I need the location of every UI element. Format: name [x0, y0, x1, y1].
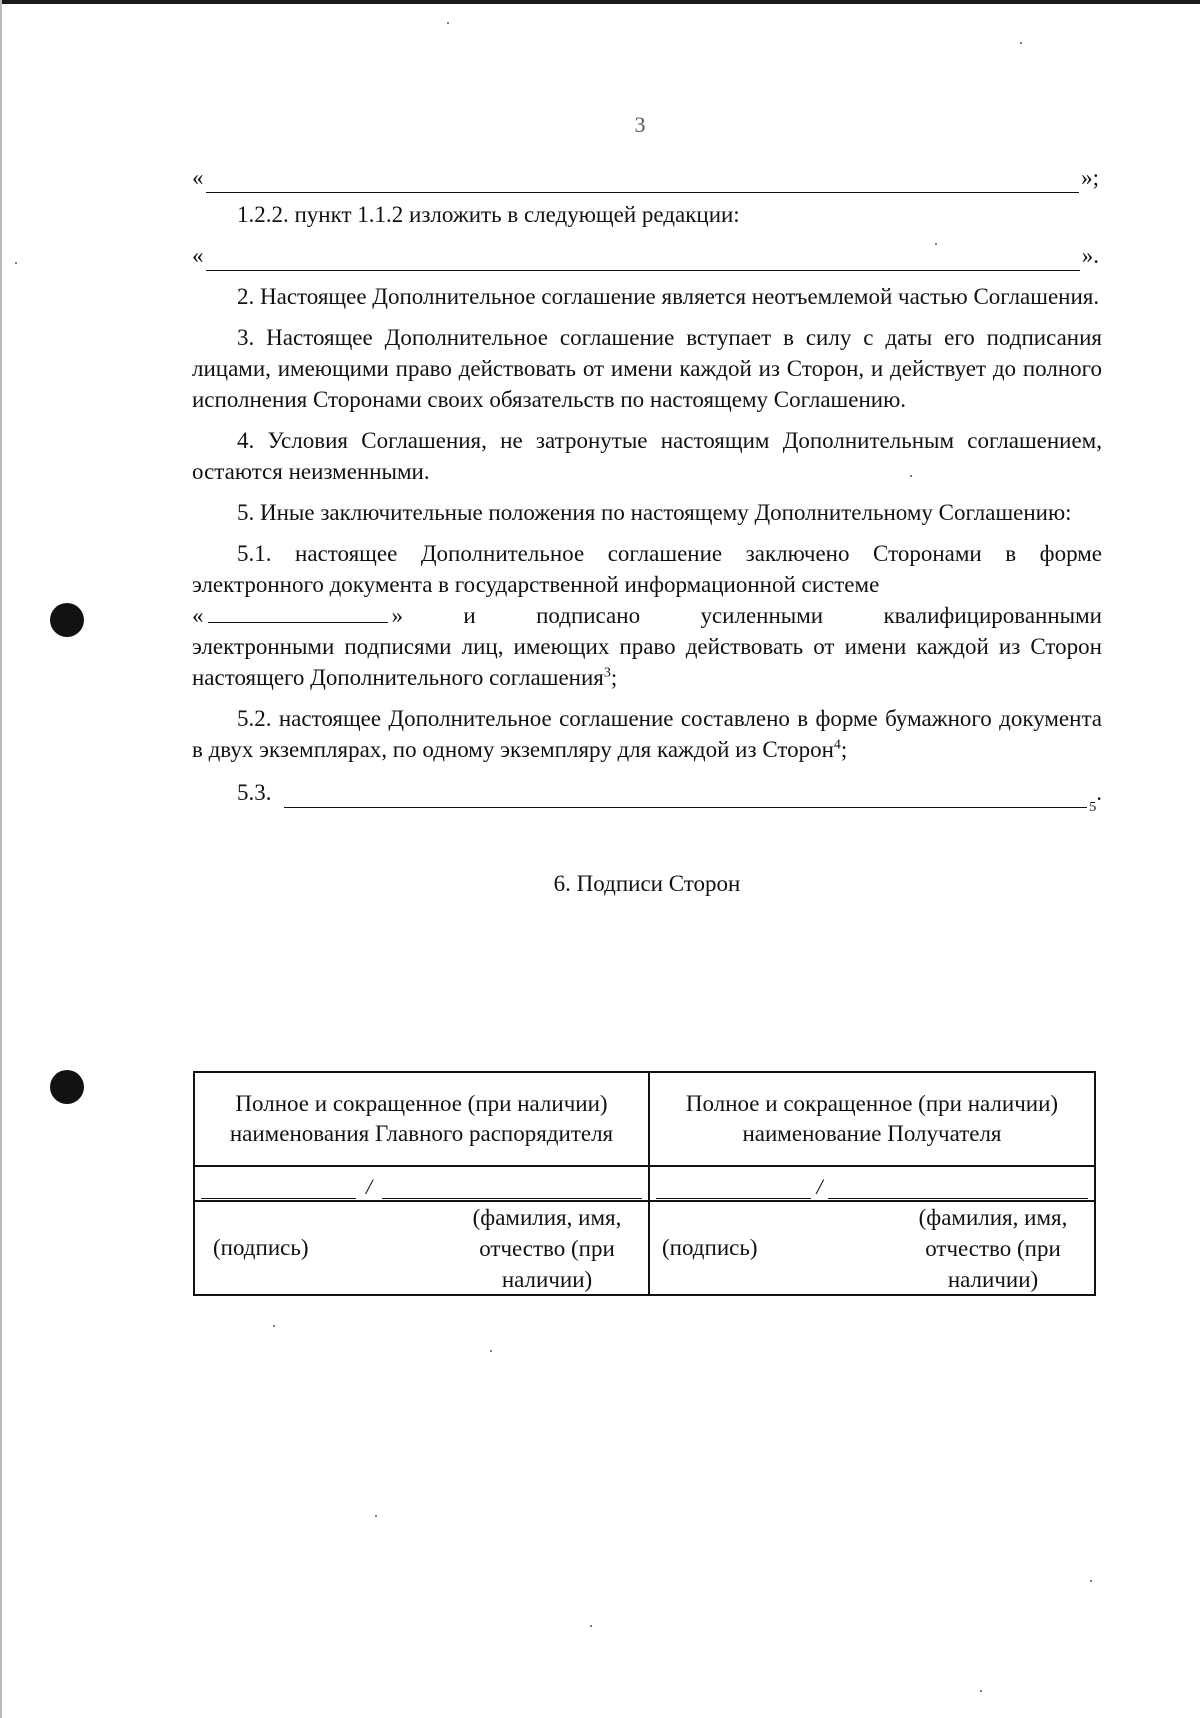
slash: /	[816, 1173, 823, 1199]
quote-close: »;	[1081, 165, 1099, 190]
clause-5-3-label: 5.3.	[237, 780, 272, 805]
page-number: 3	[634, 112, 646, 137]
quote-close: ».	[1081, 243, 1099, 268]
scan-speck	[980, 1690, 982, 1692]
scan-speck	[1020, 42, 1022, 44]
right-captions	[649, 1201, 1095, 1295]
name-blank	[382, 1178, 642, 1199]
scan-speck	[935, 243, 937, 245]
right-signature-blanks	[649, 1166, 1095, 1201]
system-name-blank	[208, 600, 388, 623]
blank-quote-line-2	[192, 240, 1099, 271]
clause-2: 2. Настоящее Дополнительное соглашение является неотъемлемой частью Соглашения.	[237, 284, 1100, 309]
quote-open: «	[192, 243, 204, 268]
clause-5-1-part2: электронными подписями лиц, имеющих право действовать от имени каждой из Сторон настоящего Дополнительного соглашения$^3$;	[192, 634, 1102, 690]
signature-caption: (подпись)	[213, 1235, 309, 1260]
section-title: 6. Подписи Сторон	[553, 871, 741, 896]
scan-speck	[447, 22, 449, 24]
fill-in-line	[206, 244, 1080, 271]
word: квалифицированными	[883, 603, 1102, 628]
clause-5-2: 5.2. настоящее Дополнительное соглашение составлено в форме бумажного документа в двух экземплярах, по одному экземпляру для каждой из Сторон$^4$;	[192, 706, 1102, 762]
clause-3: 3. Настоящее Дополнительное соглашение вступает в силу с даты его подписания лицами, имеющими право действовать от имени каждой из Сторон, и действует до полного исполнения Сторонами своих обязательств по настоящему Соглашению.	[192, 325, 1102, 412]
scan-top-edge	[0, 0, 1200, 4]
fill-in-line	[284, 781, 1088, 808]
scan-speck	[490, 1350, 492, 1352]
signatures-table	[193, 1071, 1096, 1296]
name-blank	[828, 1178, 1088, 1199]
clause-1-2-2: 1.2.2. пункт 1.1.2 изложить в следующей редакции:	[237, 202, 740, 227]
fio-caption: (фамилия, имя, отчество (при наличии)	[472, 1204, 622, 1292]
scan-speck	[375, 1515, 377, 1517]
signature-caption: (подпись)	[662, 1235, 758, 1260]
slash: /	[365, 1173, 373, 1199]
left-party-header: Полное и сокращенное (при наличии) наименования Главного распорядителя	[194, 1072, 649, 1166]
clause-5-1-system-line	[192, 600, 1102, 631]
clause-5: 5. Иные заключительные положения по настоящему Дополнительному Соглашению:	[237, 500, 1072, 525]
word: усиленными	[700, 603, 824, 628]
clause-5-3: 5.3. 5 .	[192, 777, 1102, 808]
clause-5-1	[192, 538, 1102, 693]
signature-blank	[201, 1178, 356, 1199]
left-signature-blanks	[194, 1166, 649, 1201]
scan-speck	[1090, 1580, 1092, 1582]
scan-left-edge	[0, 0, 2, 1718]
clause-4: 4. Условия Соглашения, не затронутые настоящим Дополнительным соглашением, остаются неизменными.	[192, 428, 1102, 484]
fill-in-line	[206, 166, 1080, 193]
scan-speck	[15, 262, 17, 264]
right-party-header: Полное и сокращенное (при наличии) наименование Получателя	[649, 1072, 1095, 1166]
left-captions	[194, 1201, 649, 1295]
scan-speck	[910, 475, 912, 477]
fio-caption: (фамилия, имя, отчество (при наличии)	[918, 1204, 1068, 1292]
scan-speck	[590, 1625, 592, 1627]
clause-5-1-part1: 5.1. настоящее Дополнительное соглашение заключено Сторонами в форме электронного документа в государственной информационной системе	[192, 541, 1102, 597]
blank-quote-line-1	[192, 162, 1099, 193]
punch-hole	[50, 1070, 84, 1104]
scan-speck	[273, 1325, 275, 1327]
punch-hole	[50, 603, 84, 637]
quote-open: «	[192, 603, 204, 628]
word: подписано	[536, 603, 641, 628]
document-body	[192, 162, 1102, 899]
footnote-ref: 4	[833, 737, 841, 753]
signature-blank	[656, 1178, 811, 1199]
footnote-ref: 3	[603, 665, 611, 681]
quote-close: »	[391, 603, 403, 628]
quote-open: «	[192, 165, 204, 190]
word: и	[463, 603, 476, 628]
